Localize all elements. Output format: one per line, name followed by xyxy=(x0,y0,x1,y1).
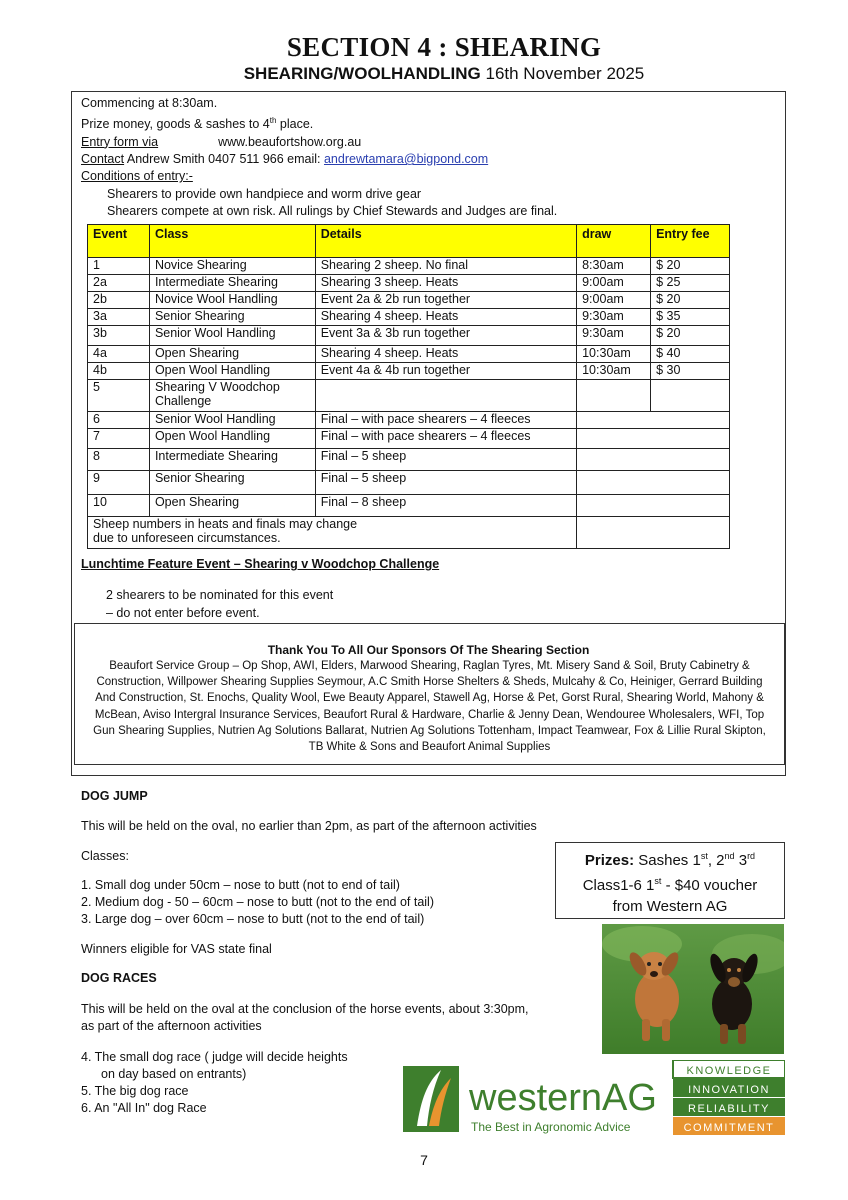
table-cell: 1 xyxy=(88,258,150,275)
col-header-fee: Entry fee xyxy=(651,225,730,258)
table-cell: Event 3a & 3b run together xyxy=(315,326,576,346)
table-cell: Open Wool Handling xyxy=(149,363,315,380)
dog-jump-classes: 1. Small dog under 50cm – nose to butt (not to end of tail) 2. Medium dog - 50 – 60cm – nose to butt (not to the end of tail) 3. Large dog – over 60cm – nose to butt (not to the end of tail) xyxy=(81,878,434,926)
prizes-label: Prizes: xyxy=(584,852,635,869)
contact-line: Contact Andrew Smith 0407 511 966 email: andrewtamara@bigpond.com xyxy=(81,152,489,167)
table-cell: 4a xyxy=(88,346,150,363)
table-cell: 9 xyxy=(88,471,150,495)
table-cell xyxy=(577,412,730,429)
contact-label: Contact xyxy=(81,152,125,167)
table-cell xyxy=(651,380,730,412)
dog-races-list: 4. The small dog race ( judge will decide heights on day based on entrants) 5. The big dog race 6. An "All In" dog Race xyxy=(81,1050,348,1115)
logo-wordmark: westernAG xyxy=(469,1077,657,1119)
table-cell: $ 20 xyxy=(651,292,730,309)
table-cell: Shearing 3 sheep. Heats xyxy=(315,275,576,292)
table-cell: Open Shearing xyxy=(149,495,315,517)
table-cell: 3b xyxy=(88,326,150,346)
table-row xyxy=(88,258,730,275)
table-cell: Shearing 2 sheep. No final xyxy=(315,258,576,275)
table-cell: 4b xyxy=(88,363,150,380)
table-row xyxy=(88,412,730,429)
table-cell: $ 30 xyxy=(651,363,730,380)
dog-races-intro: This will be held on the oval at the conclusion of the horse events, about 3:30pm, as part of the afternoon activities xyxy=(81,1002,529,1033)
table-row xyxy=(88,429,730,449)
table-cell: $ 40 xyxy=(651,346,730,363)
col-header-details: Details xyxy=(315,225,576,258)
sponsors-list: Beaufort Service Group – Op Shop, AWI, Elders, Marwood Shearing, Raglan Tyres, Mt. Misery Sand & Soil, Bruty Cabinetry & Construction, Willpower Shearing Supplies Seymour, A.C Smith Horse Shelters & Sheds, Mulcahy & Co, Heiniger, Gerrard Building And Construction, St. Enochs, Quality Wool, Ewe Beauty Apparel, Stawell Ag, Horse & Pet, Gorst Rural, Shearing World, Mahony & McBean, Aviso Intergral Insurance Services, Beaufort Rural & Hardware, Charlie & Jenny Dean, Wendouree Wholesalers, WFI, Top Gun Shearing Supplies, Nutrien Ag Solutions Ballarat, Nutrien Ag Solutions Tottenham, Impact Teamwear, Fox & Lillie Rural Skipton, TB White & Sons and Beaufort Animal Supplies xyxy=(93,660,766,754)
prizes-box: Prizes: Sashes 1st, 2nd 3rd Class1-6 1st - $40 voucher from Western AG xyxy=(555,842,785,919)
table-cell: Event 4a & 4b run together xyxy=(315,363,576,380)
table-cell: Open Shearing xyxy=(149,346,315,363)
entry-line xyxy=(81,134,557,151)
svg-text:RELIABILITY: RELIABILITY xyxy=(688,1103,770,1115)
table-row xyxy=(88,326,730,346)
dog-jump-winners: Winners eligible for VAS state final xyxy=(81,942,272,956)
page-title: SECTION 4 : SHEARING xyxy=(286,32,602,62)
table-cell: 9:30am xyxy=(577,309,651,326)
condition-2: Shearers compete at own risk. All rulings by Chief Stewards and Judges are final. xyxy=(107,203,558,218)
table-cell: 8:30am xyxy=(577,258,651,275)
table-row xyxy=(88,309,730,326)
table-cell: 9:30am xyxy=(577,326,651,346)
logo-values xyxy=(673,1060,785,1135)
subtitle-bold: SHEARING/WOOLHANDLING xyxy=(243,64,481,83)
table-cell: Novice Shearing xyxy=(149,258,315,275)
table-cell: Novice Wool Handling xyxy=(149,292,315,309)
dog-jump-intro: This will be held on the oval, no earlier than 2pm, as part of the afternoon activities xyxy=(81,819,537,833)
table-cell: Senior Shearing xyxy=(149,471,315,495)
entry-label: Entry form via xyxy=(81,134,159,149)
table-cell xyxy=(577,495,730,517)
table-cell: 9:00am xyxy=(577,292,651,309)
table-cell: 6 xyxy=(88,412,150,429)
dog-races-heading: DOG RACES xyxy=(81,971,157,985)
dog-jump-heading: DOG JUMP xyxy=(81,789,148,803)
dog-jump-classes-label: Classes: xyxy=(81,849,129,863)
table-cell: 8 xyxy=(88,449,150,471)
table-row xyxy=(88,495,730,517)
table-row xyxy=(88,363,730,380)
events-table xyxy=(87,224,730,549)
table-cell: 10:30am xyxy=(577,363,651,380)
svg-text:INNOVATION: INNOVATION xyxy=(688,1084,770,1096)
westernag-logo xyxy=(403,1060,785,1138)
subtitle-date: 16th November 2025 xyxy=(480,64,645,83)
table-cell: Shearing 4 sheep. Heats xyxy=(315,346,576,363)
svg-text:KNOWLEDGE: KNOWLEDGE xyxy=(686,1065,772,1077)
table-cell: Event 2a & 2b run together xyxy=(315,292,576,309)
table-cell: 10:30am xyxy=(577,346,651,363)
table-cell: Final – with pace shearers – 4 fleeces xyxy=(315,429,576,449)
table-cell: 7 xyxy=(88,429,150,449)
table-cell: Senior Wool Handling xyxy=(149,412,315,429)
logo-tagline: The Best in Agronomic Advice xyxy=(471,1120,631,1134)
table-cell: $ 20 xyxy=(651,258,730,275)
table-cell: $ 35 xyxy=(651,309,730,326)
commencing-text: Commencing at 8:30am. xyxy=(81,96,218,110)
svg-text:COMMITMENT: COMMITMENT xyxy=(683,1122,775,1134)
table-cell: 3a xyxy=(88,309,150,326)
table-cell: Final – 8 sheep xyxy=(315,495,576,517)
table-row xyxy=(88,471,730,495)
contact-email-link[interactable]: andrewtamara@bigpond.com xyxy=(323,152,489,167)
prize-text: Prize money, goods & sashes to 4th place. xyxy=(81,116,314,132)
table-row xyxy=(88,449,730,471)
table-cell: Shearing 4 sheep. Heats xyxy=(315,309,576,326)
table-cell xyxy=(577,429,730,449)
entry-url-link[interactable]: www.beaufortshow.org.au xyxy=(218,134,362,149)
table-cell xyxy=(577,449,730,471)
table-cell: Shearing V Woodchop Challenge xyxy=(149,380,315,412)
table-cell: Open Wool Handling xyxy=(149,429,315,449)
dogs-photo xyxy=(602,924,784,1054)
lunchtime-label: Lunchtime Feature Event – Shearing v Woodchop Challenge xyxy=(81,557,440,571)
table-row xyxy=(88,292,730,309)
col-header-class: Class xyxy=(149,225,315,258)
table-row xyxy=(88,380,730,412)
table-cell: Intermediate Shearing xyxy=(149,449,315,471)
conditions-label: Conditions of entry:- xyxy=(81,169,193,184)
table-cell xyxy=(577,517,730,549)
table-cell xyxy=(315,380,576,412)
table-footnote: Sheep numbers in heats and finals may change due to unforeseen circumstances. xyxy=(88,517,577,549)
table-footnote-row xyxy=(88,517,730,549)
table-cell: Intermediate Shearing xyxy=(149,275,315,292)
col-header-draw: draw xyxy=(577,225,651,258)
page-subtitle xyxy=(0,64,848,84)
table-cell: $ 20 xyxy=(651,326,730,346)
table-cell: 2a xyxy=(88,275,150,292)
table-cell: 9:00am xyxy=(577,275,651,292)
table-cell: Final – 5 sheep xyxy=(315,471,576,495)
condition-1: Shearers to provide own handpiece and worm drive gear xyxy=(107,186,422,201)
table-cell xyxy=(577,471,730,495)
table-cell xyxy=(577,380,651,412)
intro-block xyxy=(81,95,557,220)
table-cell: Senior Wool Handling xyxy=(149,326,315,346)
table-cell: 2b xyxy=(88,292,150,309)
table-cell: 5 xyxy=(88,380,150,412)
table-row xyxy=(88,346,730,363)
page-number: 7 xyxy=(420,1152,428,1168)
table-cell: $ 25 xyxy=(651,275,730,292)
table-cell: Final – 5 sheep xyxy=(315,449,576,471)
lunchtime-text: 2 shearers to be nominated for this event – do not enter before event. xyxy=(106,588,334,620)
table-header-row xyxy=(88,225,730,258)
table-row xyxy=(88,275,730,292)
sponsors-title: Thank You To All Our Sponsors Of The Shearing Section xyxy=(267,643,590,657)
table-cell: Senior Shearing xyxy=(149,309,315,326)
col-header-event: Event xyxy=(88,225,150,258)
table-cell: Final – with pace shearers – 4 fleeces xyxy=(315,412,576,429)
table-cell: 10 xyxy=(88,495,150,517)
